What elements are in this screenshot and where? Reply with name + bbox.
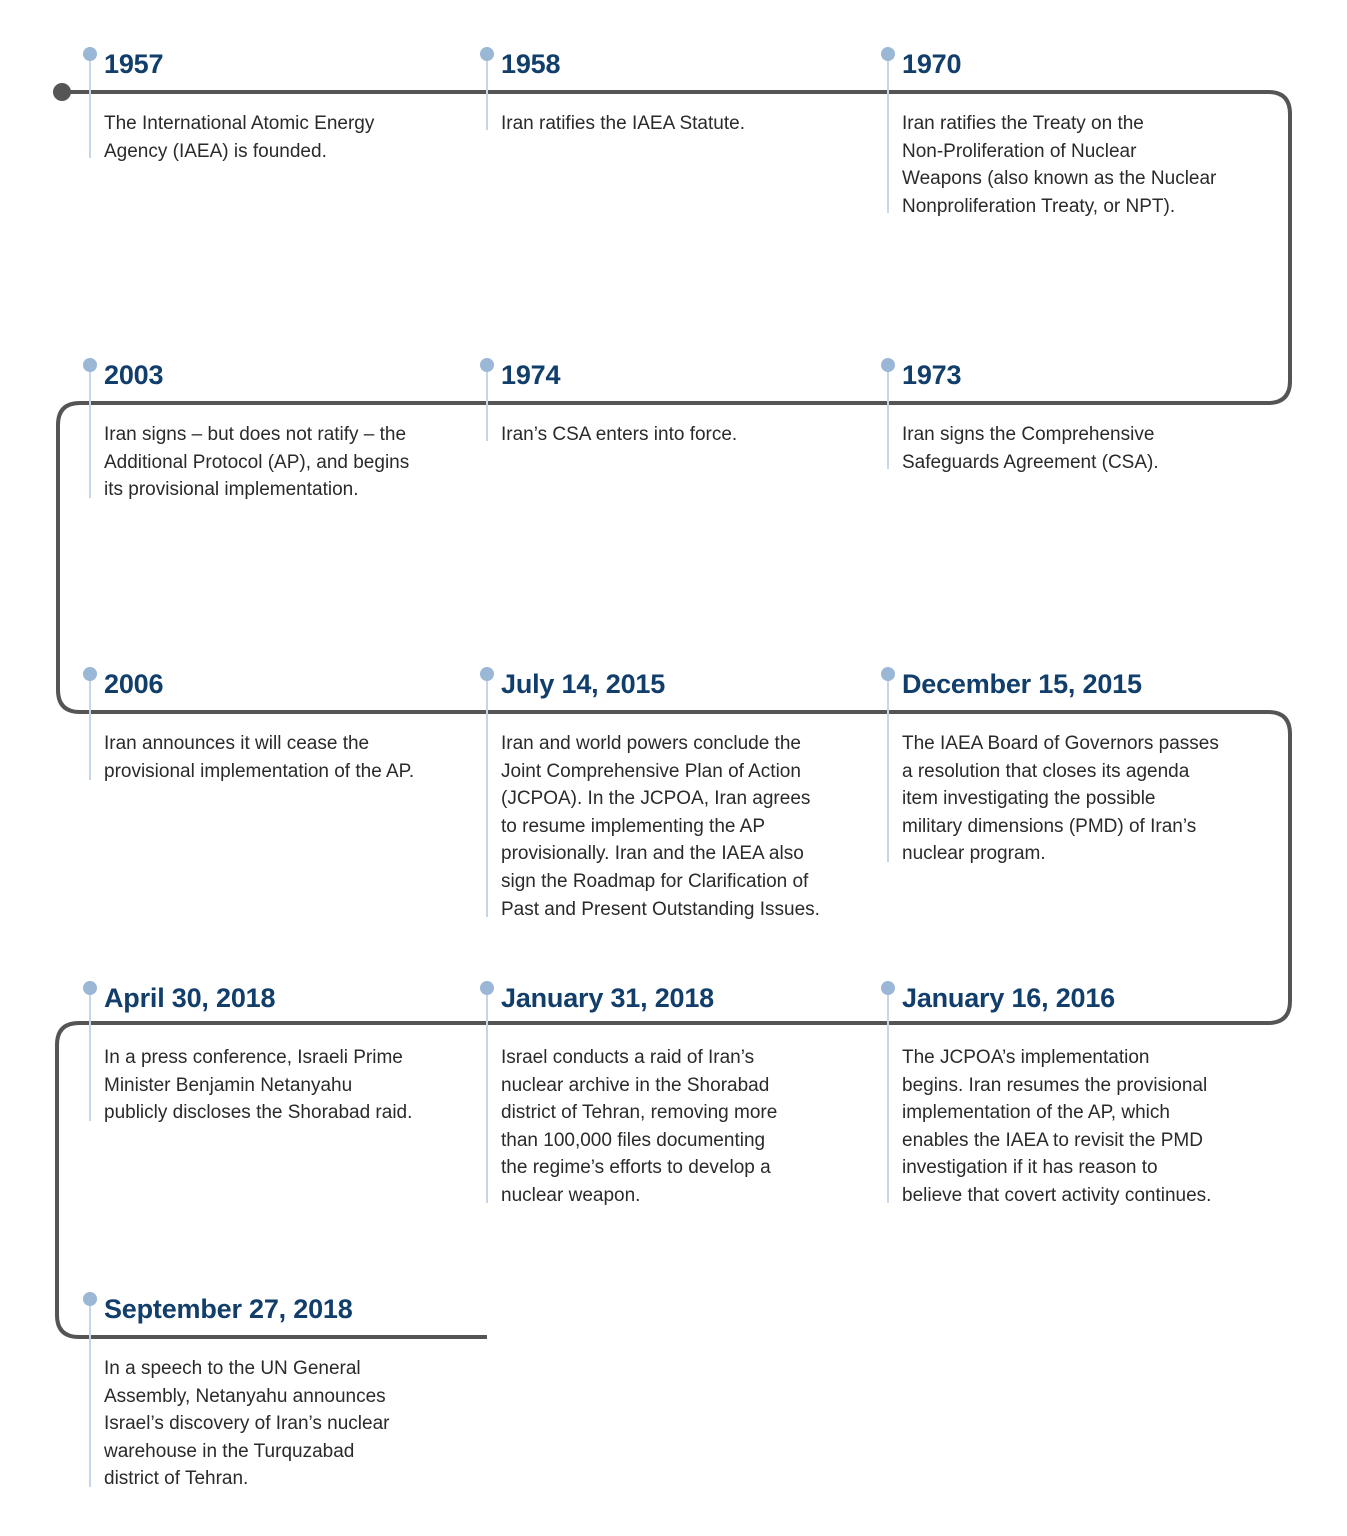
marker-dot <box>881 358 895 372</box>
marker-dot <box>83 47 97 61</box>
event-description: The IAEA Board of Governors passes a resolution that closes its agenda item investigating the possible military dimensions (PMD) of Iran’s nuclear program. <box>902 733 1219 865</box>
marker-dot <box>480 358 494 372</box>
event-date: July 14, 2015 <box>501 669 666 699</box>
event-tick <box>887 47 889 213</box>
event-description: In a press conference, Israeli Prime Minister Benjamin Netanyahu publicly discloses the Shorabad raid. <box>104 1047 413 1124</box>
event-tick <box>89 47 91 158</box>
event-date: 2003 <box>104 360 164 390</box>
event-description: Iran signs the Comprehensive Safeguards Agreement (CSA). <box>902 424 1159 473</box>
event-date: December 15, 2015 <box>902 669 1142 699</box>
event-description: In a speech to the UN General Assembly, Netanyahu announces Israel’s discovery of Iran’s nuclear warehouse in the Turquzabad district of Tehran. <box>104 1358 390 1490</box>
marker-dot <box>83 981 97 995</box>
marker-dot <box>83 667 97 681</box>
marker-dot <box>881 667 895 681</box>
marker-dot <box>83 1292 97 1306</box>
event-description: Iran ratifies the IAEA Statute. <box>501 113 745 134</box>
event-date: January 31, 2018 <box>501 983 714 1013</box>
event-tick <box>89 981 91 1121</box>
event-description: Iran ratifies the Treaty on the Non-Proliferation of Nuclear Weapons (also known as the Nuclear Nonproliferation Treaty, or NPT). <box>902 113 1217 217</box>
event-description: Iran announces it will cease the provisional implementation of the AP. <box>104 733 415 782</box>
event-description: The International Atomic Energy Agency (IAEA) is founded. <box>104 113 375 162</box>
marker-dot <box>480 981 494 995</box>
marker-dot <box>881 981 895 995</box>
event-description: Iran signs – but does not ratify – the Additional Protocol (AP), and begins its provisional implementation. <box>104 424 410 501</box>
event-date: April 30, 2018 <box>104 983 276 1013</box>
event-tick <box>89 1292 91 1487</box>
timeline-start-dot <box>53 83 71 101</box>
event-date: September 27, 2018 <box>104 1294 353 1324</box>
event-date: 1974 <box>501 360 561 390</box>
event-description: The JCPOA’s implementation begins. Iran resumes the provisional implementation of the AP, which enables the IAEA to revisit the PMD investigation if it has reason to believe that covert activity continues. <box>902 1047 1212 1206</box>
marker-dot <box>480 667 494 681</box>
event-date: 1957 <box>104 49 164 79</box>
event-tick <box>89 358 91 498</box>
event-tick <box>89 667 91 780</box>
event-description: Iran and world powers conclude the Joint Comprehensive Plan of Action (JCPOA). In the JCPOA, Iran agrees to resume implementing the AP provisionally. Iran and the IAEA also sign the Roadmap for Clarification of Past and Present Outstanding Issues. <box>501 733 820 920</box>
event-tick <box>887 667 889 862</box>
event-date: 1973 <box>902 360 962 390</box>
marker-dot <box>480 47 494 61</box>
marker-dot <box>881 47 895 61</box>
event-tick <box>486 981 488 1203</box>
event-tick <box>486 667 488 917</box>
event-description: Iran’s CSA enters into force. <box>501 424 738 445</box>
event-date: 1958 <box>501 49 561 79</box>
event-tick <box>887 981 889 1203</box>
event-date: January 16, 2016 <box>902 983 1115 1013</box>
marker-dot <box>83 358 97 372</box>
event-date: 1970 <box>902 49 962 79</box>
event-date: 2006 <box>104 669 164 699</box>
event-tick <box>887 358 889 469</box>
event-description: Israel conducts a raid of Iran’s nuclear archive in the Shorabad district of Tehran, removing more than 100,000 files documenting the regime’s efforts to develop a nuclear weapon. <box>501 1047 778 1206</box>
